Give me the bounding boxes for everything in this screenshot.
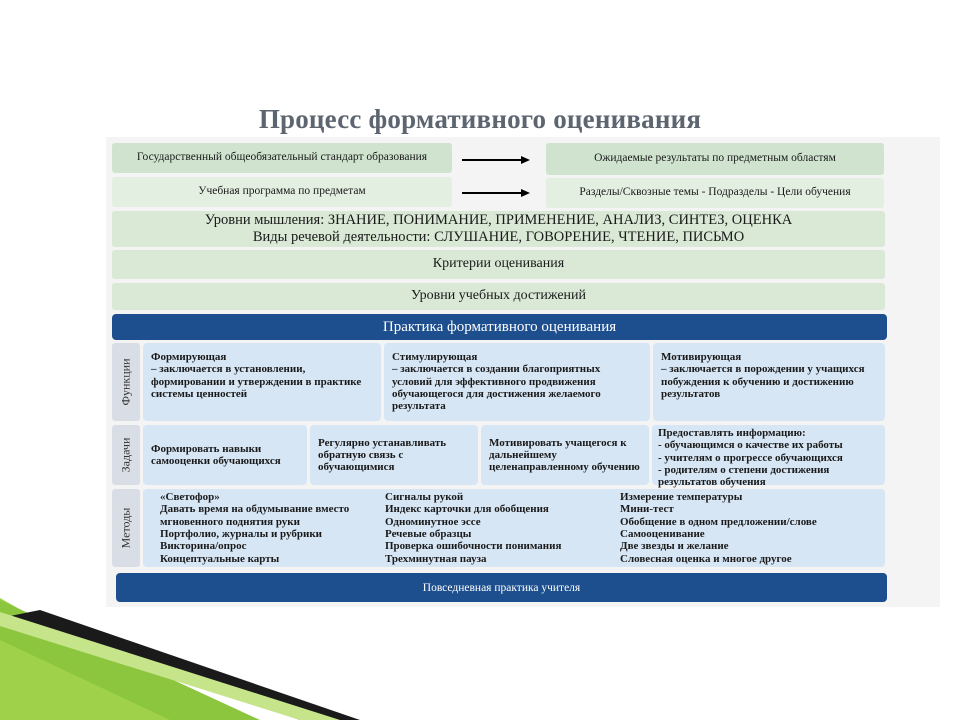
page-title: Процесс формативного оценивания <box>258 104 702 134</box>
speech-activity-types: Виды речевой деятельности: СЛУШАНИЕ, ГОВОРЕНИЕ, ЧТЕНИЕ, ПИСЬМО <box>252 229 745 245</box>
methods-column-3: Измерение температуры Мини-тест Обобщение в одном предложении/слове Самооценивание Две звезды и желание Словесная оценка и многое другое <box>620 491 817 565</box>
arrow-right-icon <box>521 189 530 197</box>
function-motivating: Мотивирующая – заключается в порождении у учащихся побуждения к обучению и достижению результатов <box>653 343 885 421</box>
task-self-assessment: Формировать навыки самооценки обучающихся <box>143 425 307 485</box>
methods-label: Методы <box>112 489 140 567</box>
practice-header: Практика формативного оценивания <box>112 314 887 340</box>
arrow-right-icon <box>521 156 530 164</box>
function-stimulating: Стимулирующая – заключается в создании благоприятных условий для эффективного продвижения обучающегося для достижения желаемого результата <box>384 343 650 421</box>
criteria-box: Критерии оценивания <box>112 250 885 279</box>
daily-practice-bar: Повседневная практика учителя <box>116 573 887 602</box>
program-box: Учебная программа по предметам <box>112 177 452 207</box>
task-motivation: Мотивировать учащегося к дальнейшему целенаправленному обучению <box>481 425 649 485</box>
expected-results-box: Ожидаемые результаты по предметным областям <box>546 143 884 175</box>
standard-box: Государственный общеобязательный стандарт образования <box>112 143 452 173</box>
function-forming: Формирующая – заключается в установлении, формировании и утверждении в практике системы ценностей <box>143 343 381 421</box>
methods-column-1: «Светофор» Давать время на обдумывание вместо мгновенного поднятия руки Портфолио, журналы и рубрики Викторина/опрос Концептуальные карты <box>160 491 350 565</box>
arrow-1-line <box>462 159 522 161</box>
task-provide-info: Предоставлять информацию: - обучающимся о качестве их работы - учителям о прогрессе обучающихся - родителям о степени достижения результатов обучения <box>652 425 885 485</box>
functions-label: Функции <box>112 343 140 421</box>
sections-box: Разделы/Сквозные темы - Подразделы - Цели обучения <box>546 178 884 208</box>
task-feedback: Регулярно устанавливать обратную связь с обучающимися <box>310 425 478 485</box>
levels-box <box>112 211 885 247</box>
arrow-2-line <box>462 192 522 194</box>
achievement-levels-box: Уровни учебных достижений <box>112 283 885 310</box>
thinking-levels: Уровни мышления: ЗНАНИЕ, ПОНИМАНИЕ, ПРИМЕНЕНИЕ, АНАЛИЗ, СИНТЕЗ, ОЦЕНКА <box>204 212 793 229</box>
tasks-label: Задачи <box>112 425 140 485</box>
methods-column-2: Сигналы рукой Индекс карточки для обобщения Одноминутное эссе Речевые образцы Проверка ошибочности понимания Трехминутная пауза <box>385 491 562 565</box>
